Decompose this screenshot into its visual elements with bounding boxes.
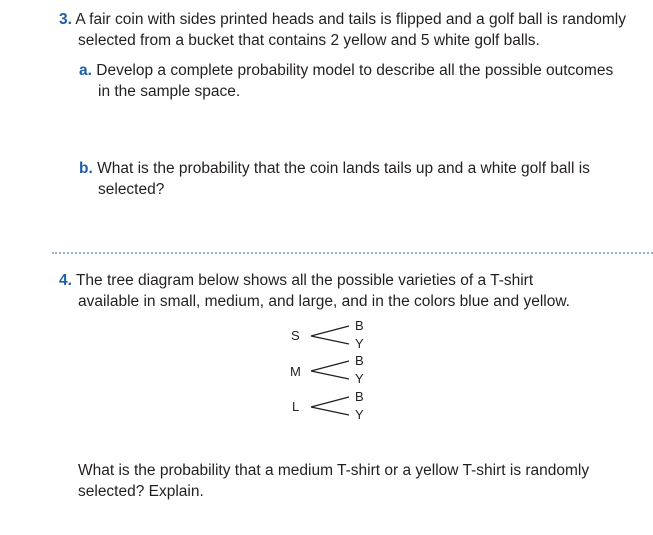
tree-size-label: M: [290, 364, 301, 379]
question-3a-label: a.: [79, 62, 92, 79]
question-3-text: A fair coin with sides printed heads and tails is flipped and a golf ball is randomly selected from a bucket that contains 2 yellow and 5 white golf balls.: [75, 11, 626, 49]
tree-color-label: B: [355, 353, 364, 368]
tree-color-label: Y: [355, 336, 364, 351]
tree-branch-medium: [290, 353, 364, 386]
tree-color-label: Y: [355, 371, 364, 386]
question-4-text: The tree diagram below shows all the possible varieties of a T-shirt available in small, medium, and large, and in the colors blue and yellow.: [75, 272, 570, 310]
question-4-number: 4.: [59, 272, 72, 289]
tree-color-label: B: [355, 318, 364, 333]
tree-size-label: L: [292, 399, 300, 414]
question-3b-text: What is the probability that the coin lands tails up and a white golf ball is selected?: [97, 160, 590, 198]
section-divider: [52, 252, 653, 254]
tree-size-label: S: [291, 328, 300, 343]
tree-branch-small: [291, 318, 364, 351]
question-3a-text: Develop a complete probability model to describe all the possible outcomes in the sample space.: [96, 62, 614, 100]
question-3-number: 3.: [59, 11, 72, 28]
tree-branch-large: [292, 389, 364, 422]
question-3b-label: b.: [79, 160, 93, 177]
question-3: [59, 9, 653, 51]
tree-diagram: [285, 318, 375, 428]
question-4-prompt: What is the probability that a medium T-shirt or a yellow T-shirt is randomly selected? Explain.: [78, 462, 590, 500]
question-3a: [79, 60, 618, 102]
question-4: [59, 270, 578, 312]
question-3b: [79, 158, 618, 200]
tree-color-label: B: [355, 389, 364, 404]
tree-color-label: Y: [355, 407, 364, 422]
